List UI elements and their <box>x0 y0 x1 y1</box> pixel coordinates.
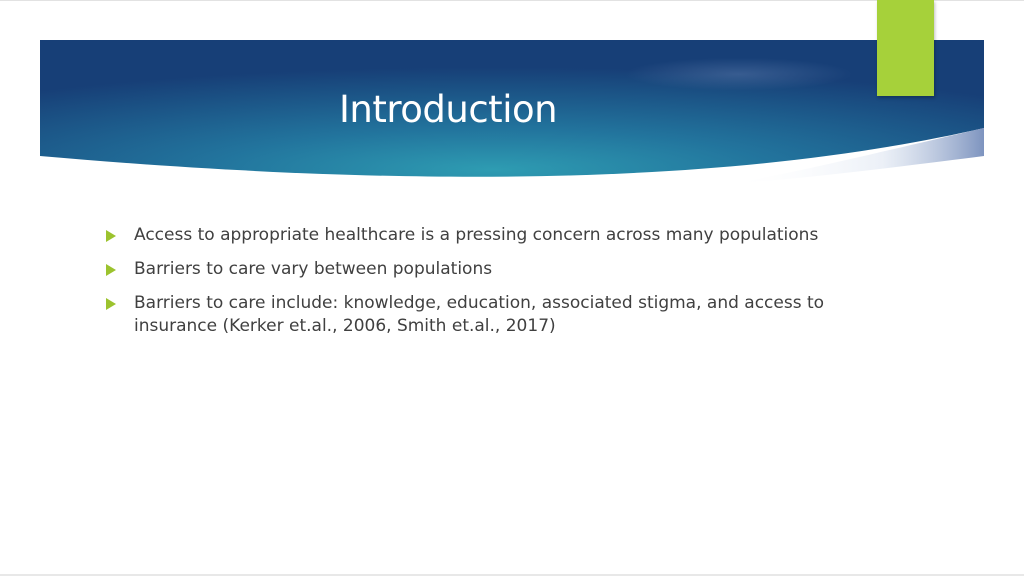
triangle-right-icon <box>106 298 116 310</box>
bullet-text: Barriers to care include: knowledge, education, associated stigma, and access to insurance (Kerker et.al., 2006, Smith et.al., 2017) <box>134 293 825 336</box>
top-divider <box>0 0 1024 1</box>
triangle-right-icon <box>106 264 116 276</box>
bullet-list <box>106 224 826 349</box>
list-item <box>106 292 826 338</box>
bullet-text: Access to appropriate healthcare is a pressing concern across many populations <box>134 225 819 245</box>
accent-tab <box>877 0 934 96</box>
list-item <box>106 224 826 247</box>
slide-title: Introduction <box>339 88 558 131</box>
triangle-right-icon <box>106 230 116 242</box>
list-item <box>106 258 826 281</box>
bullet-text: Barriers to care vary between populations <box>134 259 493 279</box>
